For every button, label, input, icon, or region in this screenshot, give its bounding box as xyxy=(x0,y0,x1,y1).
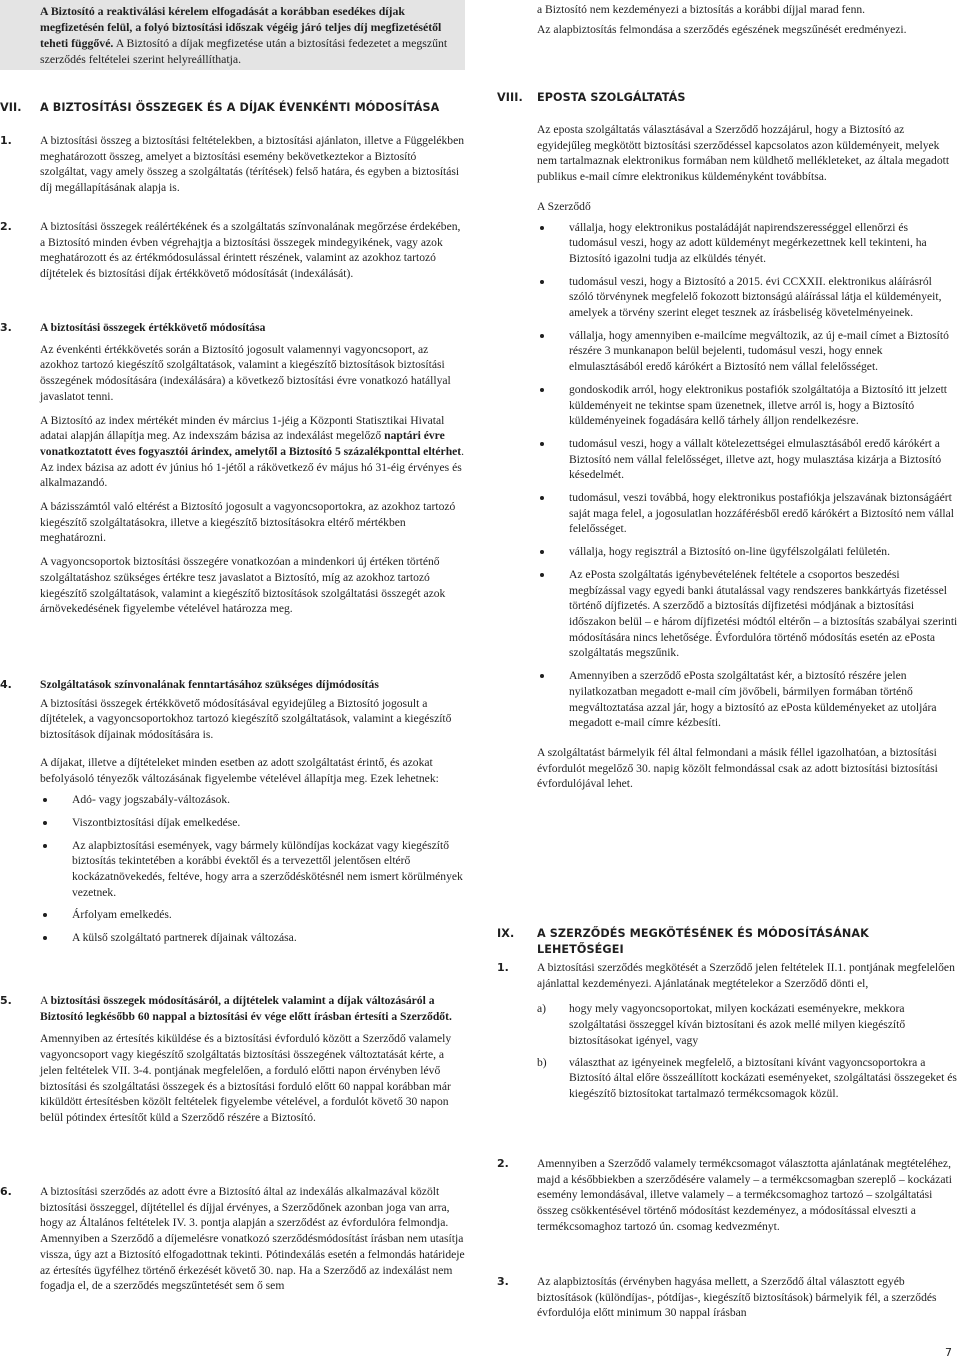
text-emphasis: biztosítási összegek módosításáról, a díjtételek valamint a díjak változásáról a Biztosító legkésőbb 60 nappal a biztosítási év vége előtt írásban értesíti a Szerződőt. xyxy=(40,994,452,1023)
list-item: gondoskodik arról, hogy elektronikus postafiók szolgáltatója a Biztosító itt jelzett küldeményeit ne tekintse spam üzenetnek, illetve arról is, hogy a Biztosító küldeményeinek fogadására kellő tárhely álljon rendelkezésre. xyxy=(537,382,958,429)
section-number-ix: IX. xyxy=(497,927,515,940)
paragraph: Az alapbiztosítás (érvényben hagyása mellett, a Szerződő által választott egyéb biztosítások (különdíjas-, pótdíjas-, kiegészítő biztosítások) bármelyik fél, a szerződés évfordulója előtt minimum 30 nappal írásban xyxy=(537,1275,937,1320)
bullet-list xyxy=(40,792,465,946)
notice-box xyxy=(0,0,465,70)
paragraph: A díjakat, illetve a díjtételeket minden esetben az adott szolgáltatást érintő, és azokat befolyásoló tényezők változásának figyelembe vételével állapítja meg. Ezek lehetnek: xyxy=(40,755,439,785)
paragraph: A bázisszámtól való eltérést a Biztosító jogosult a vagyoncsoportokra, az azokhoz tartozó kiegészítő szolgáltatásokra, illetve a kiegészítő biztosításokra eltérő mértékben meghatározni. xyxy=(40,500,456,545)
text-segment: . Az index bázisa az adott év június hó 1-jétől a rákövetkező év május hó 31-éig érvényes és alkalmazandó. xyxy=(40,444,465,490)
list-item: tudomásul veszi, hogy a vállalt kötelezettségei elmulasztásából eredő kárókért a Biztosító nem vállal felelősséget, illetve azt, hogy mulasztása kizárja a Biztosító késedelmét. xyxy=(537,436,958,483)
item-heading: A biztosítási összegek értékkövető módosítása xyxy=(40,321,266,334)
notice-bold-text: A Biztosító a reaktiválási kérelem elfogadását a korábban esedékes díjak megfizetésén felül, a folyó biztosítási időszak végéig járó teljes díj megfizetésétől teheti függővé. xyxy=(40,4,442,50)
text-emphasis: naptári évre vonatkoztatott éves fogyasztói árindex, amelytől a Biztosító 5 százalékponttal eltérhet xyxy=(40,429,462,458)
list-marker: a) xyxy=(537,1002,547,1016)
paragraph: a Biztosító nem kezdeményezi a biztosítás a korábbi díjjal marad fenn. xyxy=(537,3,866,16)
list-item: tudomásul, veszi továbbá, hogy elektronikus postafiókja jelszavának biztonságáért saját maga felel, a jogosulatlan hozzáférésből eredő kárókért a Biztosító nem vállal felelősséget. xyxy=(537,490,958,537)
list-item: tudomásul veszi, hogy a Biztosító a 2015. évi CCXXII. elektronikus aláírásról szóló törvénynek megfelelő fokozott biztonságú aláírással látja el küldeményeit, amelyek a törvény szerint eleget tesznek az írásbeliség követelményeinek. xyxy=(537,274,958,321)
text-segment: A xyxy=(40,994,51,1007)
list-item-text: választhat az igényeinek megfelelő, a biztosítani kívánt vagyoncsoportokra a Biztosító által előre összeállított kockázati eseményeket, szolgáltatási összegeket és kiegészítő biztosítokat tartalmazó termékcsomagok közül. xyxy=(569,1055,957,1100)
text-segment: A Biztosító az index mértékét minden év március 1-jéig a Központi Statisztikai Hivatal adatai alapján állapítja meg. Az indexszám bázisa az indexálást megelőző xyxy=(40,413,445,443)
item-number: 2. xyxy=(497,1157,509,1170)
paragraph: A vagyoncsoportok biztosítási összegére vonatkozóan a mindenkori új értéken történő szolgáltatáshoz szükséges értékre tesz javaslatot a Biztosító, míg az azokhoz tartozó kiegészítő szolgáltatások, valamint a kiegészítő biztosítások szolgáltatási összegét azok árnövekedésének figyelembe vételével határozza meg. xyxy=(40,555,446,616)
ix-item-1 xyxy=(497,960,958,1102)
item-number: 4. xyxy=(0,678,12,691)
right-intro xyxy=(537,2,958,37)
list-item: vállalja, hogy regisztrál a Biztosító on-line ügyfélszolgálati felületén. xyxy=(537,544,958,560)
paragraph: Az alapbiztosítás felmondása a szerződés egészének megszűnését eredményezi. xyxy=(537,22,907,36)
vii-item-4 xyxy=(0,677,465,946)
section-number-viii: VIII. xyxy=(497,91,523,104)
paragraph: A biztosítási szerződés az adott évre a Biztosító által az indexálás alkalmazával közölt biztosítási összeggel, díjtétellel és díjjal érvényes, a Szerződőnek azonban joga van arra, hogy az Általános feltételek IV. 3. pontja alapján a szerződést az évfordulóra felmondja. Amennyiben a Szerződő a díjemelésre vonatkozó szerződésmódosítást írásban nem utasítja vissza, úgy azt a Biztosító elfogadottnak tekinti. Pótindexálás esetén a felmondás határideje az értesítés ügyfélhez történő érkezését követő 30. nap. Ha a Szerződő az indexálást nem fogadja el, de a szerződés megszűntetését sem ő sem xyxy=(40,1185,465,1293)
vii-item-1 xyxy=(0,133,465,196)
list-item xyxy=(537,1055,958,1102)
vii-item-3 xyxy=(0,320,465,617)
list-item: Amennyiben a szerződő ePosta szolgáltatást kér, a biztosító részére jelen nyilatkozatban megadott e-mail cím jövőbeli, bármilyen formában történő megváltoztatása azzal jár, hogy a biztosító az ePosta küldeményeket az utoljára megadott e-mail címre kézbesíti. xyxy=(537,668,958,731)
viii-body xyxy=(537,122,958,792)
list-item-text: hogy mely vagyoncsoportokat, milyen kockázati eseményekre, mekkora szolgáltatási összeggel kíván biztosítani és azok mellé milyen kiegészítő biztosításokat igényel, vagy xyxy=(569,1002,906,1047)
vii-item-6 xyxy=(0,1184,465,1294)
paragraph: A Szerződő xyxy=(537,199,591,213)
paragraph: Az eposta szolgáltatás választásával a Szerződő hozzájárul, hogy a Biztosító az egyidejűleg megkötött biztosítási szerződéssel kapcsolatos azon küldeményeit, melyek nem tartalmaznak elektronikus formában nem küldhető mellékleteket, az általa megadott publikus e-mail címre elektronikus küldeményként továbbítsa. xyxy=(537,123,950,184)
ix-item-2 xyxy=(497,1156,958,1235)
item-number: 6. xyxy=(0,1185,12,1198)
section-title-vii: A BIZTOSÍTÁSI ÖSSZEGEK ÉS A DÍJAK ÉVENKÉNTI MÓDOSÍTÁSA xyxy=(40,101,440,114)
paragraph: Az évenkénti értékkövetés során a Biztosító jogosult valamennyi vagyoncsoport, az azokhoz tartozó kiegészítő szolgáltatások, valamint a kiegészítő biztosítások biztosítási összegének módosítására (indexálására) a következő biztosítási évre vonatkozó hatállyal javaslatot tenni. xyxy=(40,342,451,403)
list-marker: b) xyxy=(537,1055,547,1069)
item-number: 2. xyxy=(0,220,12,233)
paragraph: A szolgáltatást bármelyik fél által felmondani a másik féllel igazolhatóan, a biztosítási évfordulót megelőző 30. napig közölt felmondással csak az adott biztosítási biztosítási évfordulójával lehet. xyxy=(537,745,938,791)
page-number: 7 xyxy=(945,1346,952,1360)
paragraph: A biztosítási összegek reálértékének és a szolgáltatás színvonalának megőrzése érdekében, a Biztosító minden évben végrehajtja a biztosítási összegek mindegyikének, vagy azok meghatározott és az értékmódosulással érintett részének, valamint az azokhoz tartozó díjtételek és biztosítási díjak értékkövető módosítását (indexálását). xyxy=(40,220,461,281)
item-number: 3. xyxy=(0,321,12,334)
section-title-viii: EPOSTA SZOLGÁLTATÁS xyxy=(537,91,686,104)
item-number: 1. xyxy=(0,134,12,147)
item-number: 3. xyxy=(497,1275,509,1288)
vii-item-2 xyxy=(0,219,465,282)
section-number-vii: VII. xyxy=(0,101,22,114)
paragraph: A biztosítási összegek értékkövető módosításával egyidejűleg a Biztosító jogosult a díjtételek, a vagyoncsoportokhoz tartozó kiegészítő szolgáltatások, valamint a kiegészítő biztosítások díjainak módosítására is. xyxy=(40,696,452,742)
paragraph xyxy=(40,993,465,1024)
paragraph: A biztosítási szerződés megkötését a Szerződő jelen feltételek II.1. pontjának megfelelően ajánlattal kezdeményezi. Ajánlatának megtételekor a Szerződő dönti el, xyxy=(537,961,955,990)
section-title-ix: A SZERZŐDÉS MEGKÖTÉSÉNEK ÉS MÓDOSÍTÁSÁNAK LEHETŐSÉGEI xyxy=(537,927,869,956)
notice-text: A Biztosító a díjak megfizetése után a biztosítási fedezetet a megszűnt szerződés feltételei szerint helyreállíthatja. xyxy=(40,36,448,66)
sub-list xyxy=(537,1001,958,1101)
list-item: Adó- vagy jogszabály-változások. xyxy=(40,792,465,808)
bullet-list xyxy=(537,220,958,731)
item-number: 1. xyxy=(497,961,509,974)
list-item: Az alapbiztosítási események, vagy bármely különdíjas kockázat vagy kiegészítő biztosítás tekintetében a korábbi évektől és a tervezettől jelentősen eltérő kockázatnövekedés, feltéve, hogy arra a szerződéskötésnél nem ismert körülmények vezetnek. xyxy=(40,838,465,901)
item-heading: Szolgáltatások színvonalának fenntartásához szükséges díjmódosítás xyxy=(40,678,379,691)
item-number: 5. xyxy=(0,994,12,1007)
list-item xyxy=(537,1001,958,1048)
list-item: vállalja, hogy amennyiben e-mailcíme megváltozik, az új e-mail címet a Biztosító részére 3 munkanapon belül bejelenti, tudomásul veszi, hogy ennek elmulasztásából eredő kárókért a Biztosító nem vállal felelősséget. xyxy=(537,328,958,375)
paragraph: Amennyiben az értesítés kiküldése és a biztosítási évforduló között a Szerződő valamely vagyoncsoport vagy kiegészítő szolgáltatás biztosítási összegének változtatását kérte, a jelen feltételek VII. 3-4. pontjának megfelelően, a forduló előtti napon érvényben lévő biztosítási és szolgáltatási összegek és a biztosítási forduló előtt 60 nappal korábban már kiküldött értesítésben közölt feltételek figyelembe vételével, a fordulót követő 30 napon belül pótindex értesítőt küld a Szerződő részére a Biztosító. xyxy=(40,1032,452,1124)
list-item: Árfolyam emelkedés. xyxy=(40,907,465,923)
list-item: A külső szolgáltató partnerek díjainak változása. xyxy=(40,930,465,946)
vii-item-5 xyxy=(0,993,465,1126)
paragraph: Amennyiben a Szerződő valamely termékcsomagot választotta ajánlatának megtételéhez, majd a későbbiekben a szerződésére valamely – a termékcsomagban szereplő – kockázati esemény lemondásával, illetve valamely – a termékcsomaghoz tartozó – szolgáltatási összeg csökkentésével történő módosítást kezdeményez, a módosítással elveszti a termékcsomaghoz tartozó ún. csomag kedvezményt. xyxy=(537,1157,952,1233)
paragraph xyxy=(40,413,465,492)
paragraph: A biztosítási összeg a biztosítási feltételekben, a biztosítási ajánlaton, illetve a Függelékben meghatározott összeg, amelyet a biztosítási esemény bekövetkeztekor a Biztosító szolgáltat, vagy amely összeg a szolgáltatás (térítések) felső határa, és egyben a biztosítási díj megállapításának alapja is. xyxy=(40,134,465,195)
list-item: vállalja, hogy elektronikus postaládáját napirendszerességgel ellenőrzi és tudomásul veszi, hogy az adott küldeményt megérkezettnek kell tekinteni, ha Biztosító igazolni tudja az elküldés tényét. xyxy=(537,220,958,267)
ix-item-3 xyxy=(497,1274,958,1321)
list-item: Viszontbiztosítási díjak emelkedése. xyxy=(40,815,465,831)
list-item: Az ePosta szolgáltatás igénybevételének feltétele a csoportos beszedési megbízással vagy egyedi banki átutalással vagy rendszeres bankkártyás fizetéssel történő díjfizetés. A szerződő a biztosítás díjfizetési módjának a biztosítási időszakon belül – e három díjfizetési módtól eltérőn – a biztosítás szabályai szerinti módosítására nincs lehetősége. Évfordulóra történő módosítás esetén az ePosta szolgáltatás megszűnik. xyxy=(537,567,958,661)
